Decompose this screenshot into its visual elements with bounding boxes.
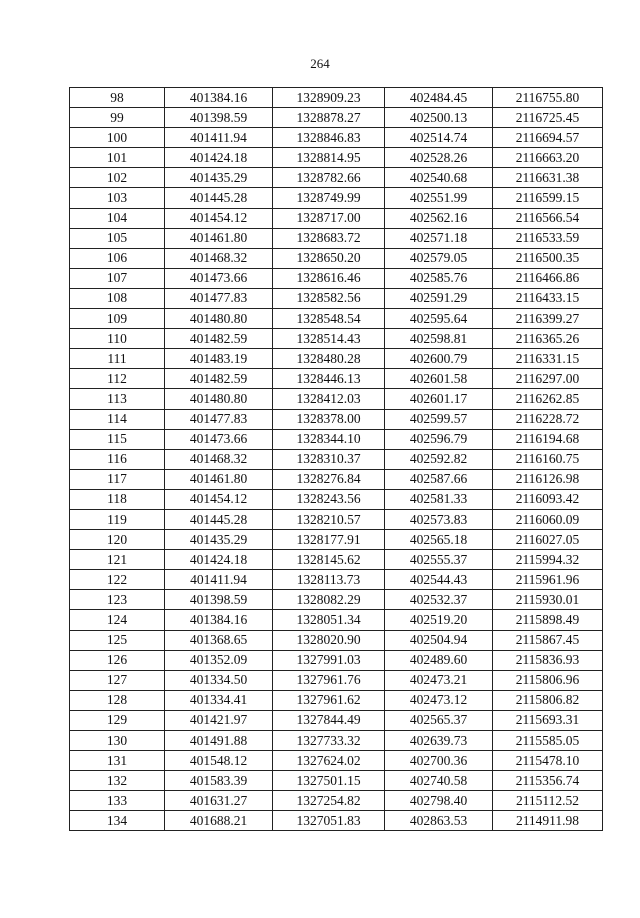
- x1-cell: 401435.29: [165, 168, 273, 188]
- point-number-cell: 134: [70, 811, 165, 831]
- y1-cell: 1328344.10: [273, 429, 385, 449]
- point-number-cell: 104: [70, 208, 165, 228]
- y1-cell: 1327051.83: [273, 811, 385, 831]
- x1-cell: 401435.29: [165, 530, 273, 550]
- y1-cell: 1327961.76: [273, 670, 385, 690]
- point-number-cell: 110: [70, 329, 165, 349]
- x2-cell: 402700.36: [385, 751, 493, 771]
- x2-cell: 402571.18: [385, 228, 493, 248]
- x2-cell: 402863.53: [385, 811, 493, 831]
- table-row: [70, 228, 603, 248]
- point-number-cell: 132: [70, 771, 165, 791]
- x1-cell: 401482.59: [165, 329, 273, 349]
- point-number-cell: 112: [70, 369, 165, 389]
- table-row: [70, 309, 603, 329]
- y1-cell: 1328878.27: [273, 108, 385, 128]
- y2-cell: 2116228.72: [493, 409, 603, 429]
- x2-cell: 402528.26: [385, 148, 493, 168]
- x2-cell: 402587.66: [385, 469, 493, 489]
- x1-cell: 401454.12: [165, 208, 273, 228]
- x1-cell: 401445.28: [165, 509, 273, 529]
- y2-cell: 2115898.49: [493, 610, 603, 630]
- table-row: [70, 751, 603, 771]
- point-number-cell: 106: [70, 248, 165, 268]
- x1-cell: 401334.50: [165, 670, 273, 690]
- x1-cell: 401480.80: [165, 389, 273, 409]
- x2-cell: 402591.29: [385, 288, 493, 308]
- table-row: [70, 268, 603, 288]
- x1-cell: 401548.12: [165, 751, 273, 771]
- table-row: [70, 389, 603, 409]
- point-number-cell: 118: [70, 489, 165, 509]
- y1-cell: 1328082.29: [273, 590, 385, 610]
- point-number-cell: 103: [70, 188, 165, 208]
- x2-cell: 402562.16: [385, 208, 493, 228]
- table-row: [70, 771, 603, 791]
- x1-cell: 401477.83: [165, 409, 273, 429]
- y1-cell: 1328310.37: [273, 449, 385, 469]
- y2-cell: 2115112.52: [493, 791, 603, 811]
- x2-cell: 402489.60: [385, 650, 493, 670]
- x2-cell: 402551.99: [385, 188, 493, 208]
- point-number-cell: 116: [70, 449, 165, 469]
- y1-cell: 1328683.72: [273, 228, 385, 248]
- table-row: [70, 349, 603, 369]
- x2-cell: 402514.74: [385, 128, 493, 148]
- y2-cell: 2116725.45: [493, 108, 603, 128]
- y1-cell: 1328616.46: [273, 268, 385, 288]
- y2-cell: 2116365.26: [493, 329, 603, 349]
- x1-cell: 401398.59: [165, 108, 273, 128]
- x1-cell: 401445.28: [165, 188, 273, 208]
- point-number-cell: 120: [70, 530, 165, 550]
- x2-cell: 402599.57: [385, 409, 493, 429]
- table-row: [70, 811, 603, 831]
- point-number-cell: 101: [70, 148, 165, 168]
- point-number-cell: 98: [70, 88, 165, 108]
- y2-cell: 2116262.85: [493, 389, 603, 409]
- y2-cell: 2116060.09: [493, 509, 603, 529]
- y2-cell: 2116500.35: [493, 248, 603, 268]
- y2-cell: 2115693.31: [493, 710, 603, 730]
- x2-cell: 402585.76: [385, 268, 493, 288]
- x1-cell: 401473.66: [165, 268, 273, 288]
- table-row: [70, 550, 603, 570]
- y2-cell: 2116297.00: [493, 369, 603, 389]
- page-number: 264: [310, 56, 330, 71]
- x2-cell: 402596.79: [385, 429, 493, 449]
- y2-cell: 2116433.15: [493, 288, 603, 308]
- point-number-cell: 121: [70, 550, 165, 570]
- x1-cell: 401631.27: [165, 791, 273, 811]
- x2-cell: 402598.81: [385, 329, 493, 349]
- point-number-cell: 124: [70, 610, 165, 630]
- point-number-cell: 109: [70, 309, 165, 329]
- x2-cell: 402798.40: [385, 791, 493, 811]
- x2-cell: 402555.37: [385, 550, 493, 570]
- x1-cell: 401424.18: [165, 148, 273, 168]
- y2-cell: 2116093.42: [493, 489, 603, 509]
- point-number-cell: 114: [70, 409, 165, 429]
- table-row: [70, 690, 603, 710]
- coordinate-table: [69, 87, 603, 831]
- y1-cell: 1327501.15: [273, 771, 385, 791]
- y1-cell: 1327254.82: [273, 791, 385, 811]
- x1-cell: 401352.09: [165, 650, 273, 670]
- x1-cell: 401454.12: [165, 489, 273, 509]
- x2-cell: 402504.94: [385, 630, 493, 650]
- y1-cell: 1327733.32: [273, 731, 385, 751]
- x1-cell: 401411.94: [165, 570, 273, 590]
- x2-cell: 402519.20: [385, 610, 493, 630]
- table-row: [70, 670, 603, 690]
- table-row: [70, 469, 603, 489]
- x2-cell: 402639.73: [385, 731, 493, 751]
- y2-cell: 2115836.93: [493, 650, 603, 670]
- x1-cell: 401468.32: [165, 449, 273, 469]
- x2-cell: 402740.58: [385, 771, 493, 791]
- table-row: [70, 791, 603, 811]
- y1-cell: 1328113.73: [273, 570, 385, 590]
- y2-cell: 2116533.59: [493, 228, 603, 248]
- y1-cell: 1328276.84: [273, 469, 385, 489]
- x2-cell: 402573.83: [385, 509, 493, 529]
- point-number-cell: 128: [70, 690, 165, 710]
- x1-cell: 401482.59: [165, 369, 273, 389]
- point-number-cell: 107: [70, 268, 165, 288]
- y2-cell: 2116331.15: [493, 349, 603, 369]
- x1-cell: 401473.66: [165, 429, 273, 449]
- point-number-cell: 119: [70, 509, 165, 529]
- x1-cell: 401368.65: [165, 630, 273, 650]
- table-row: [70, 630, 603, 650]
- y1-cell: 1328846.83: [273, 128, 385, 148]
- point-number-cell: 105: [70, 228, 165, 248]
- y1-cell: 1328446.13: [273, 369, 385, 389]
- y2-cell: 2115961.96: [493, 570, 603, 590]
- x2-cell: 402579.05: [385, 248, 493, 268]
- y1-cell: 1328020.90: [273, 630, 385, 650]
- point-number-cell: 125: [70, 630, 165, 650]
- x1-cell: 401583.39: [165, 771, 273, 791]
- y2-cell: 2115585.05: [493, 731, 603, 751]
- point-number-cell: 115: [70, 429, 165, 449]
- x1-cell: 401398.59: [165, 590, 273, 610]
- point-number-cell: 123: [70, 590, 165, 610]
- y2-cell: 2116755.80: [493, 88, 603, 108]
- x1-cell: 401421.97: [165, 710, 273, 730]
- point-number-cell: 122: [70, 570, 165, 590]
- y2-cell: 2116663.20: [493, 148, 603, 168]
- y2-cell: 2116599.15: [493, 188, 603, 208]
- x1-cell: 401334.41: [165, 690, 273, 710]
- table-row: [70, 509, 603, 529]
- y2-cell: 2116126.98: [493, 469, 603, 489]
- y2-cell: 2116399.27: [493, 309, 603, 329]
- table-row: [70, 128, 603, 148]
- x2-cell: 402592.82: [385, 449, 493, 469]
- table-row: [70, 288, 603, 308]
- x2-cell: 402595.64: [385, 309, 493, 329]
- x2-cell: 402473.21: [385, 670, 493, 690]
- table-row: [70, 248, 603, 268]
- y1-cell: 1328782.66: [273, 168, 385, 188]
- x1-cell: 401491.88: [165, 731, 273, 751]
- point-number-cell: 102: [70, 168, 165, 188]
- x1-cell: 401461.80: [165, 469, 273, 489]
- point-number-cell: 100: [70, 128, 165, 148]
- x1-cell: 401411.94: [165, 128, 273, 148]
- coordinate-table-body: [70, 88, 603, 831]
- y2-cell: 2116631.38: [493, 168, 603, 188]
- y1-cell: 1327961.62: [273, 690, 385, 710]
- y1-cell: 1328480.28: [273, 349, 385, 369]
- y1-cell: 1328145.62: [273, 550, 385, 570]
- y2-cell: 2116194.68: [493, 429, 603, 449]
- y2-cell: 2115994.32: [493, 550, 603, 570]
- table-row: [70, 108, 603, 128]
- table-row: [70, 148, 603, 168]
- point-number-cell: 99: [70, 108, 165, 128]
- x1-cell: 401468.32: [165, 248, 273, 268]
- point-number-cell: 133: [70, 791, 165, 811]
- x1-cell: 401384.16: [165, 610, 273, 630]
- y1-cell: 1328749.99: [273, 188, 385, 208]
- y1-cell: 1328650.20: [273, 248, 385, 268]
- x2-cell: 402601.58: [385, 369, 493, 389]
- y2-cell: 2115806.96: [493, 670, 603, 690]
- y1-cell: 1327624.02: [273, 751, 385, 771]
- x1-cell: 401480.80: [165, 309, 273, 329]
- table-row: [70, 610, 603, 630]
- table-row: [70, 710, 603, 730]
- point-number-cell: 108: [70, 288, 165, 308]
- y1-cell: 1328548.54: [273, 309, 385, 329]
- x2-cell: 402565.18: [385, 530, 493, 550]
- point-number-cell: 129: [70, 710, 165, 730]
- table-row: [70, 570, 603, 590]
- y1-cell: 1328243.56: [273, 489, 385, 509]
- x1-cell: 401424.18: [165, 550, 273, 570]
- y1-cell: 1328909.23: [273, 88, 385, 108]
- table-row: [70, 168, 603, 188]
- x2-cell: 402544.43: [385, 570, 493, 590]
- y2-cell: 2115478.10: [493, 751, 603, 771]
- table-row: [70, 650, 603, 670]
- y1-cell: 1327844.49: [273, 710, 385, 730]
- x2-cell: 402532.37: [385, 590, 493, 610]
- table-row: [70, 409, 603, 429]
- y1-cell: 1328210.57: [273, 509, 385, 529]
- y2-cell: 2115867.45: [493, 630, 603, 650]
- x2-cell: 402600.79: [385, 349, 493, 369]
- table-row: [70, 369, 603, 389]
- table-row: [70, 188, 603, 208]
- x1-cell: 401688.21: [165, 811, 273, 831]
- table-row: [70, 429, 603, 449]
- y1-cell: 1328514.43: [273, 329, 385, 349]
- point-number-cell: 126: [70, 650, 165, 670]
- table-row: [70, 88, 603, 108]
- y1-cell: 1328582.56: [273, 288, 385, 308]
- x2-cell: 402601.17: [385, 389, 493, 409]
- y2-cell: 2115356.74: [493, 771, 603, 791]
- y1-cell: 1328051.34: [273, 610, 385, 630]
- y2-cell: 2116466.86: [493, 268, 603, 288]
- y1-cell: 1328378.00: [273, 409, 385, 429]
- point-number-cell: 111: [70, 349, 165, 369]
- y2-cell: 2116694.57: [493, 128, 603, 148]
- point-number-cell: 130: [70, 731, 165, 751]
- x1-cell: 401461.80: [165, 228, 273, 248]
- y2-cell: 2115930.01: [493, 590, 603, 610]
- table-row: [70, 530, 603, 550]
- table-row: [70, 329, 603, 349]
- y2-cell: 2116027.05: [493, 530, 603, 550]
- x2-cell: 402565.37: [385, 710, 493, 730]
- x2-cell: 402473.12: [385, 690, 493, 710]
- table-row: [70, 489, 603, 509]
- x1-cell: 401384.16: [165, 88, 273, 108]
- y1-cell: 1328814.95: [273, 148, 385, 168]
- table-row: [70, 449, 603, 469]
- point-number-cell: 117: [70, 469, 165, 489]
- x1-cell: 401483.19: [165, 349, 273, 369]
- y2-cell: 2114911.98: [493, 811, 603, 831]
- table-row: [70, 731, 603, 751]
- x2-cell: 402500.13: [385, 108, 493, 128]
- y1-cell: 1327991.03: [273, 650, 385, 670]
- table-row: [70, 208, 603, 228]
- point-number-cell: 113: [70, 389, 165, 409]
- y2-cell: 2116160.75: [493, 449, 603, 469]
- y2-cell: 2116566.54: [493, 208, 603, 228]
- x2-cell: 402540.68: [385, 168, 493, 188]
- x2-cell: 402484.45: [385, 88, 493, 108]
- table-row: [70, 590, 603, 610]
- x2-cell: 402581.33: [385, 489, 493, 509]
- y1-cell: 1328412.03: [273, 389, 385, 409]
- point-number-cell: 131: [70, 751, 165, 771]
- y1-cell: 1328177.91: [273, 530, 385, 550]
- y2-cell: 2115806.82: [493, 690, 603, 710]
- point-number-cell: 127: [70, 670, 165, 690]
- x1-cell: 401477.83: [165, 288, 273, 308]
- y1-cell: 1328717.00: [273, 208, 385, 228]
